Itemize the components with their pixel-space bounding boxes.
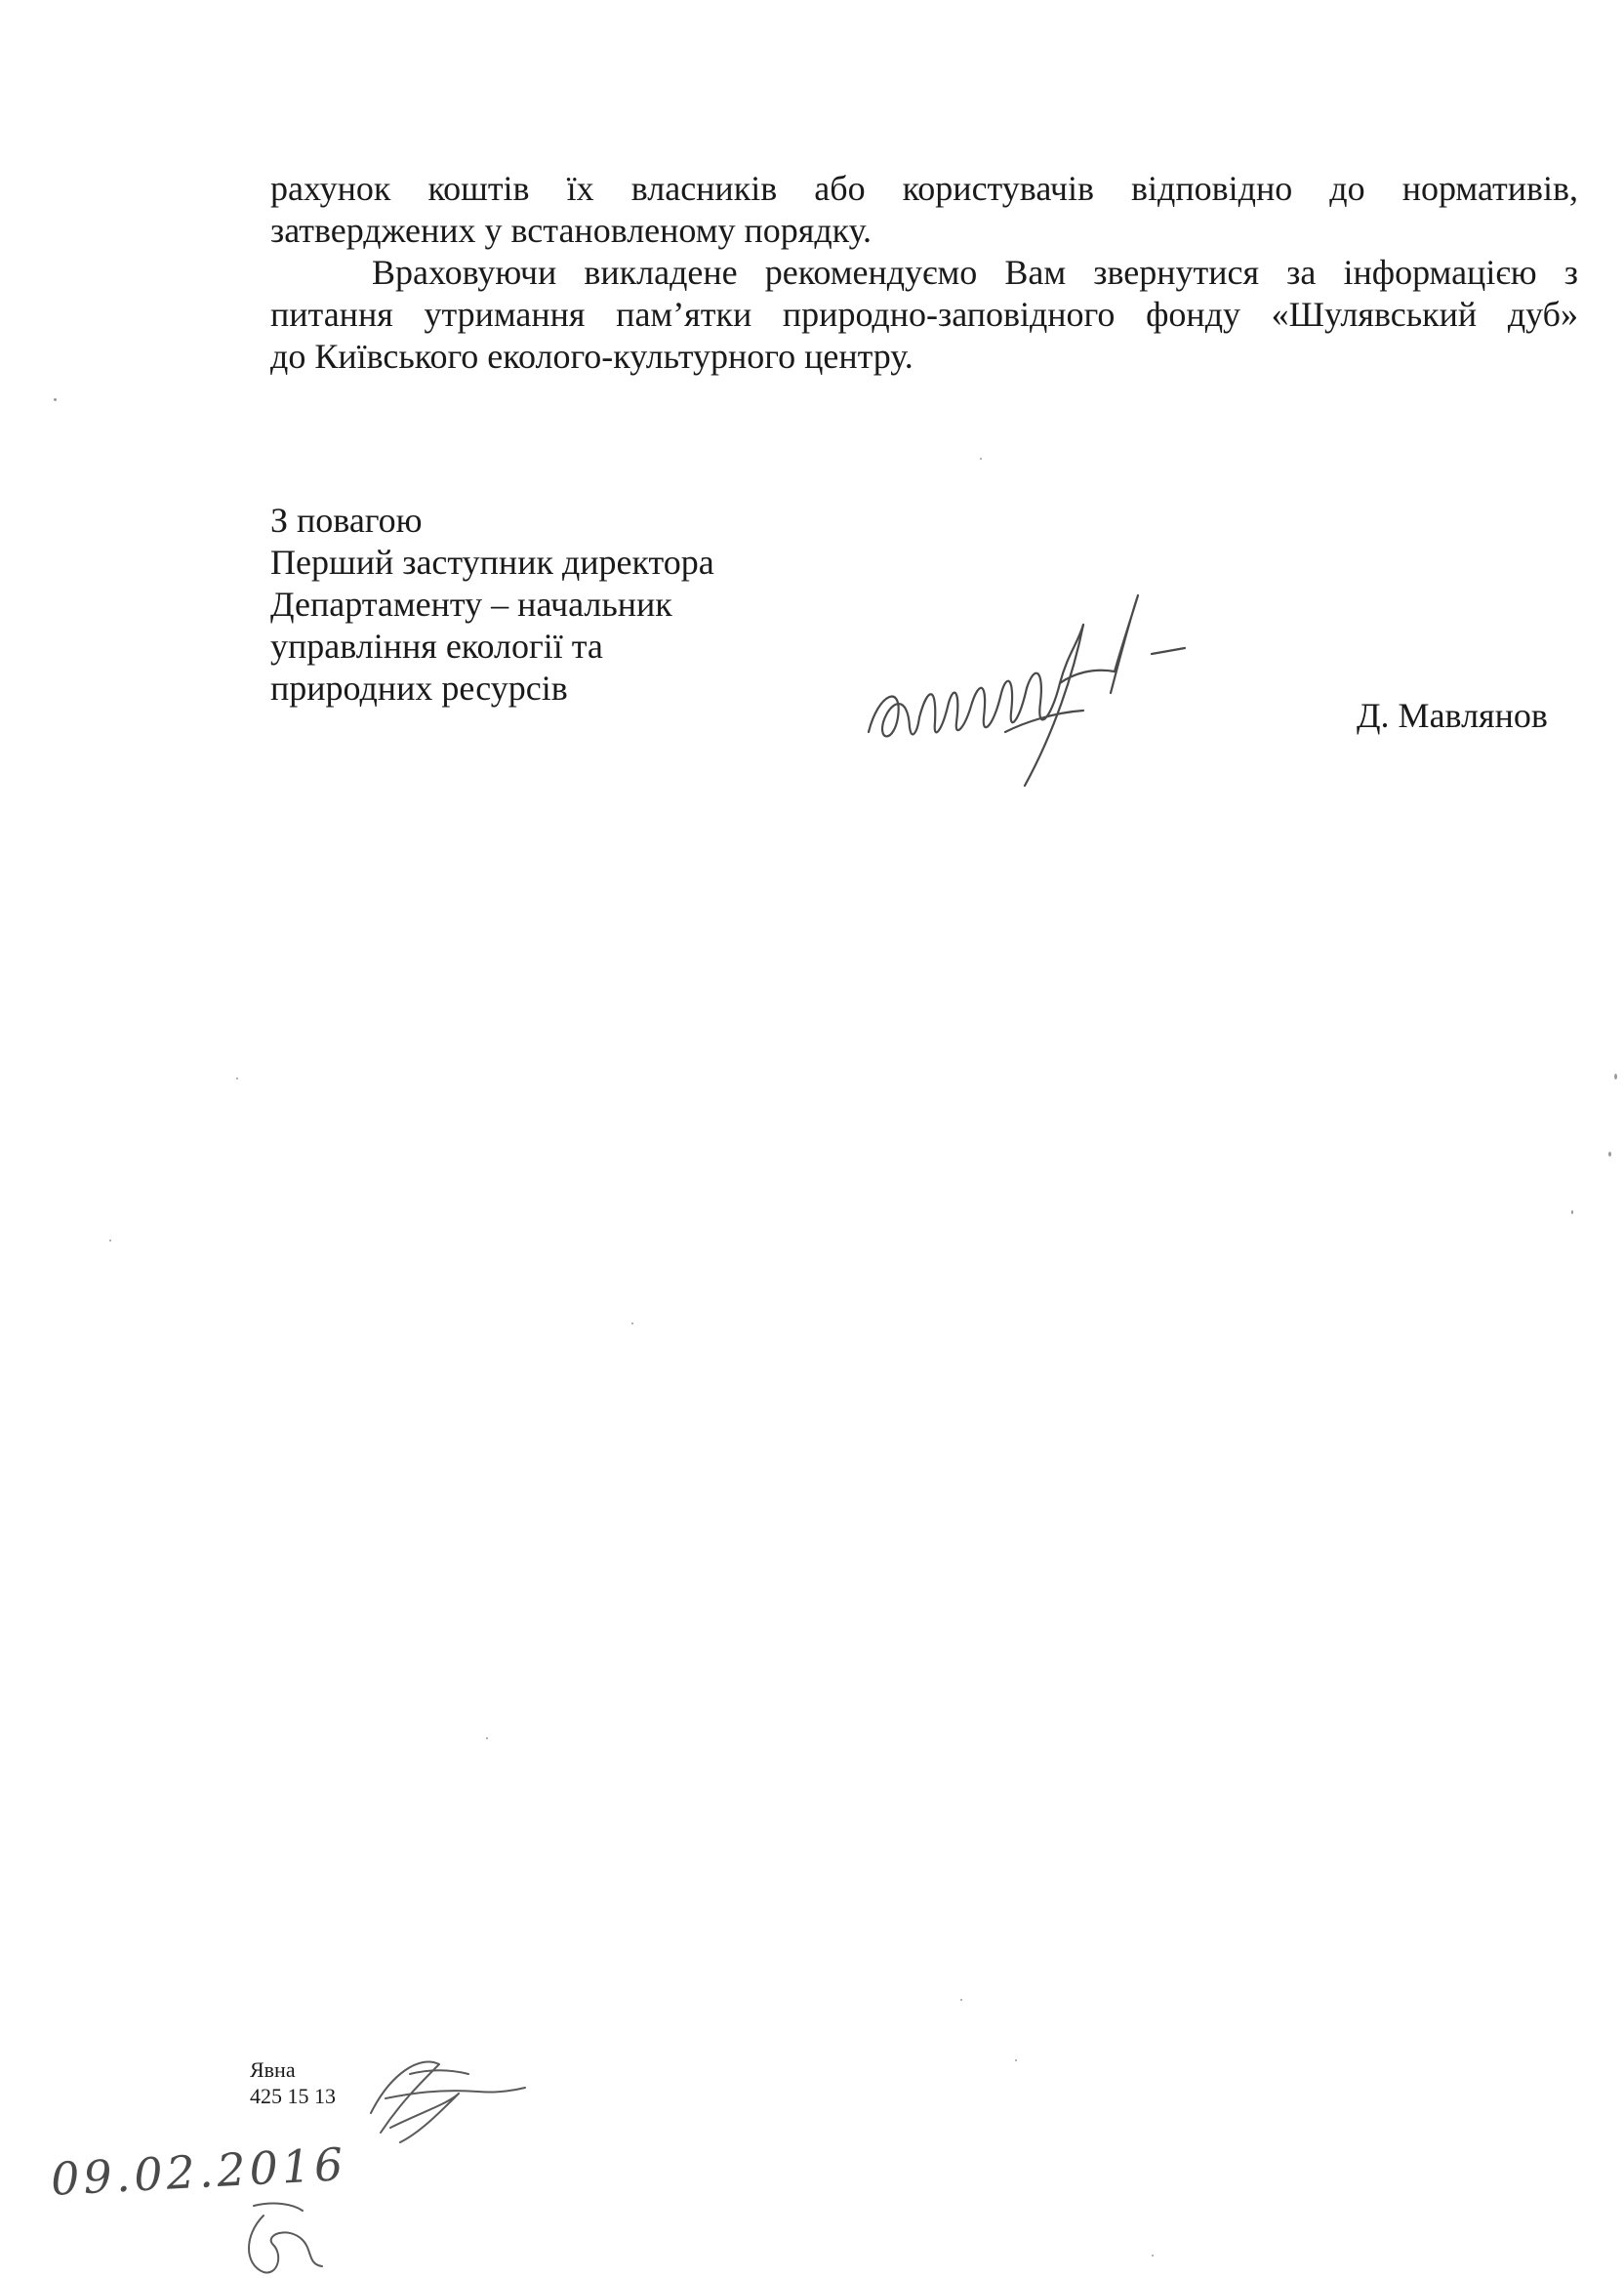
scan-speck [1608,1152,1611,1157]
paragraph-1 [270,168,1578,252]
executor-footer [250,2056,336,2109]
signatory-position-line-2: Департаменту – начальник [270,585,672,624]
scan-speck [1152,2255,1154,2257]
paragraph-2-line-1: Враховуючи викладене рекомендуємо Вам звернутися за інформацією з [372,253,1578,292]
executor-name: Явна [250,2057,296,2082]
paragraph-2 [270,252,1578,294]
signer-name: Д. Мавлянов [1357,696,1548,735]
scan-speck [109,1240,111,1241]
scan-speck [236,1078,238,1079]
paragraph-1-line-2: затверджених у встановленому порядку. [270,211,873,250]
signatory-position-line-4: природних ресурсів [270,669,568,708]
closing-block [270,500,714,710]
scan-speck [1571,1210,1573,1214]
paragraph-2-line-2: питання утримання пам’ятки природно-заповідного фонду «Шулявський дуб» [270,295,1578,334]
scan-speck [54,398,57,401]
signatory-position-line-1: Перший заступник директора [270,543,714,582]
scan-speck [980,458,982,460]
closing-greeting: З повагою [270,501,423,540]
paragraph-2-continued [270,294,1578,378]
handwritten-date: 09.02.2016 [49,2137,348,2206]
scan-speck [631,1322,633,1324]
scan-speck [1015,2059,1017,2061]
scan-speck [1614,1074,1617,1079]
handwritten-signature [859,586,1191,791]
scan-speck [960,1999,962,2001]
handwritten-initials [351,2045,527,2152]
paragraph-1-line-1: рахунок коштів їх власників або користувачів відповідно до нормативів, [270,169,1578,208]
executor-phone: 425 15 13 [250,2084,336,2108]
scan-speck [486,1737,488,1739]
handwritten-mark [234,2196,342,2278]
letter-body [270,168,1578,378]
paragraph-2-line-3: до Київського еколого-культурного центру. [270,337,914,376]
signatory-position-line-3: управління екології та [270,627,603,666]
